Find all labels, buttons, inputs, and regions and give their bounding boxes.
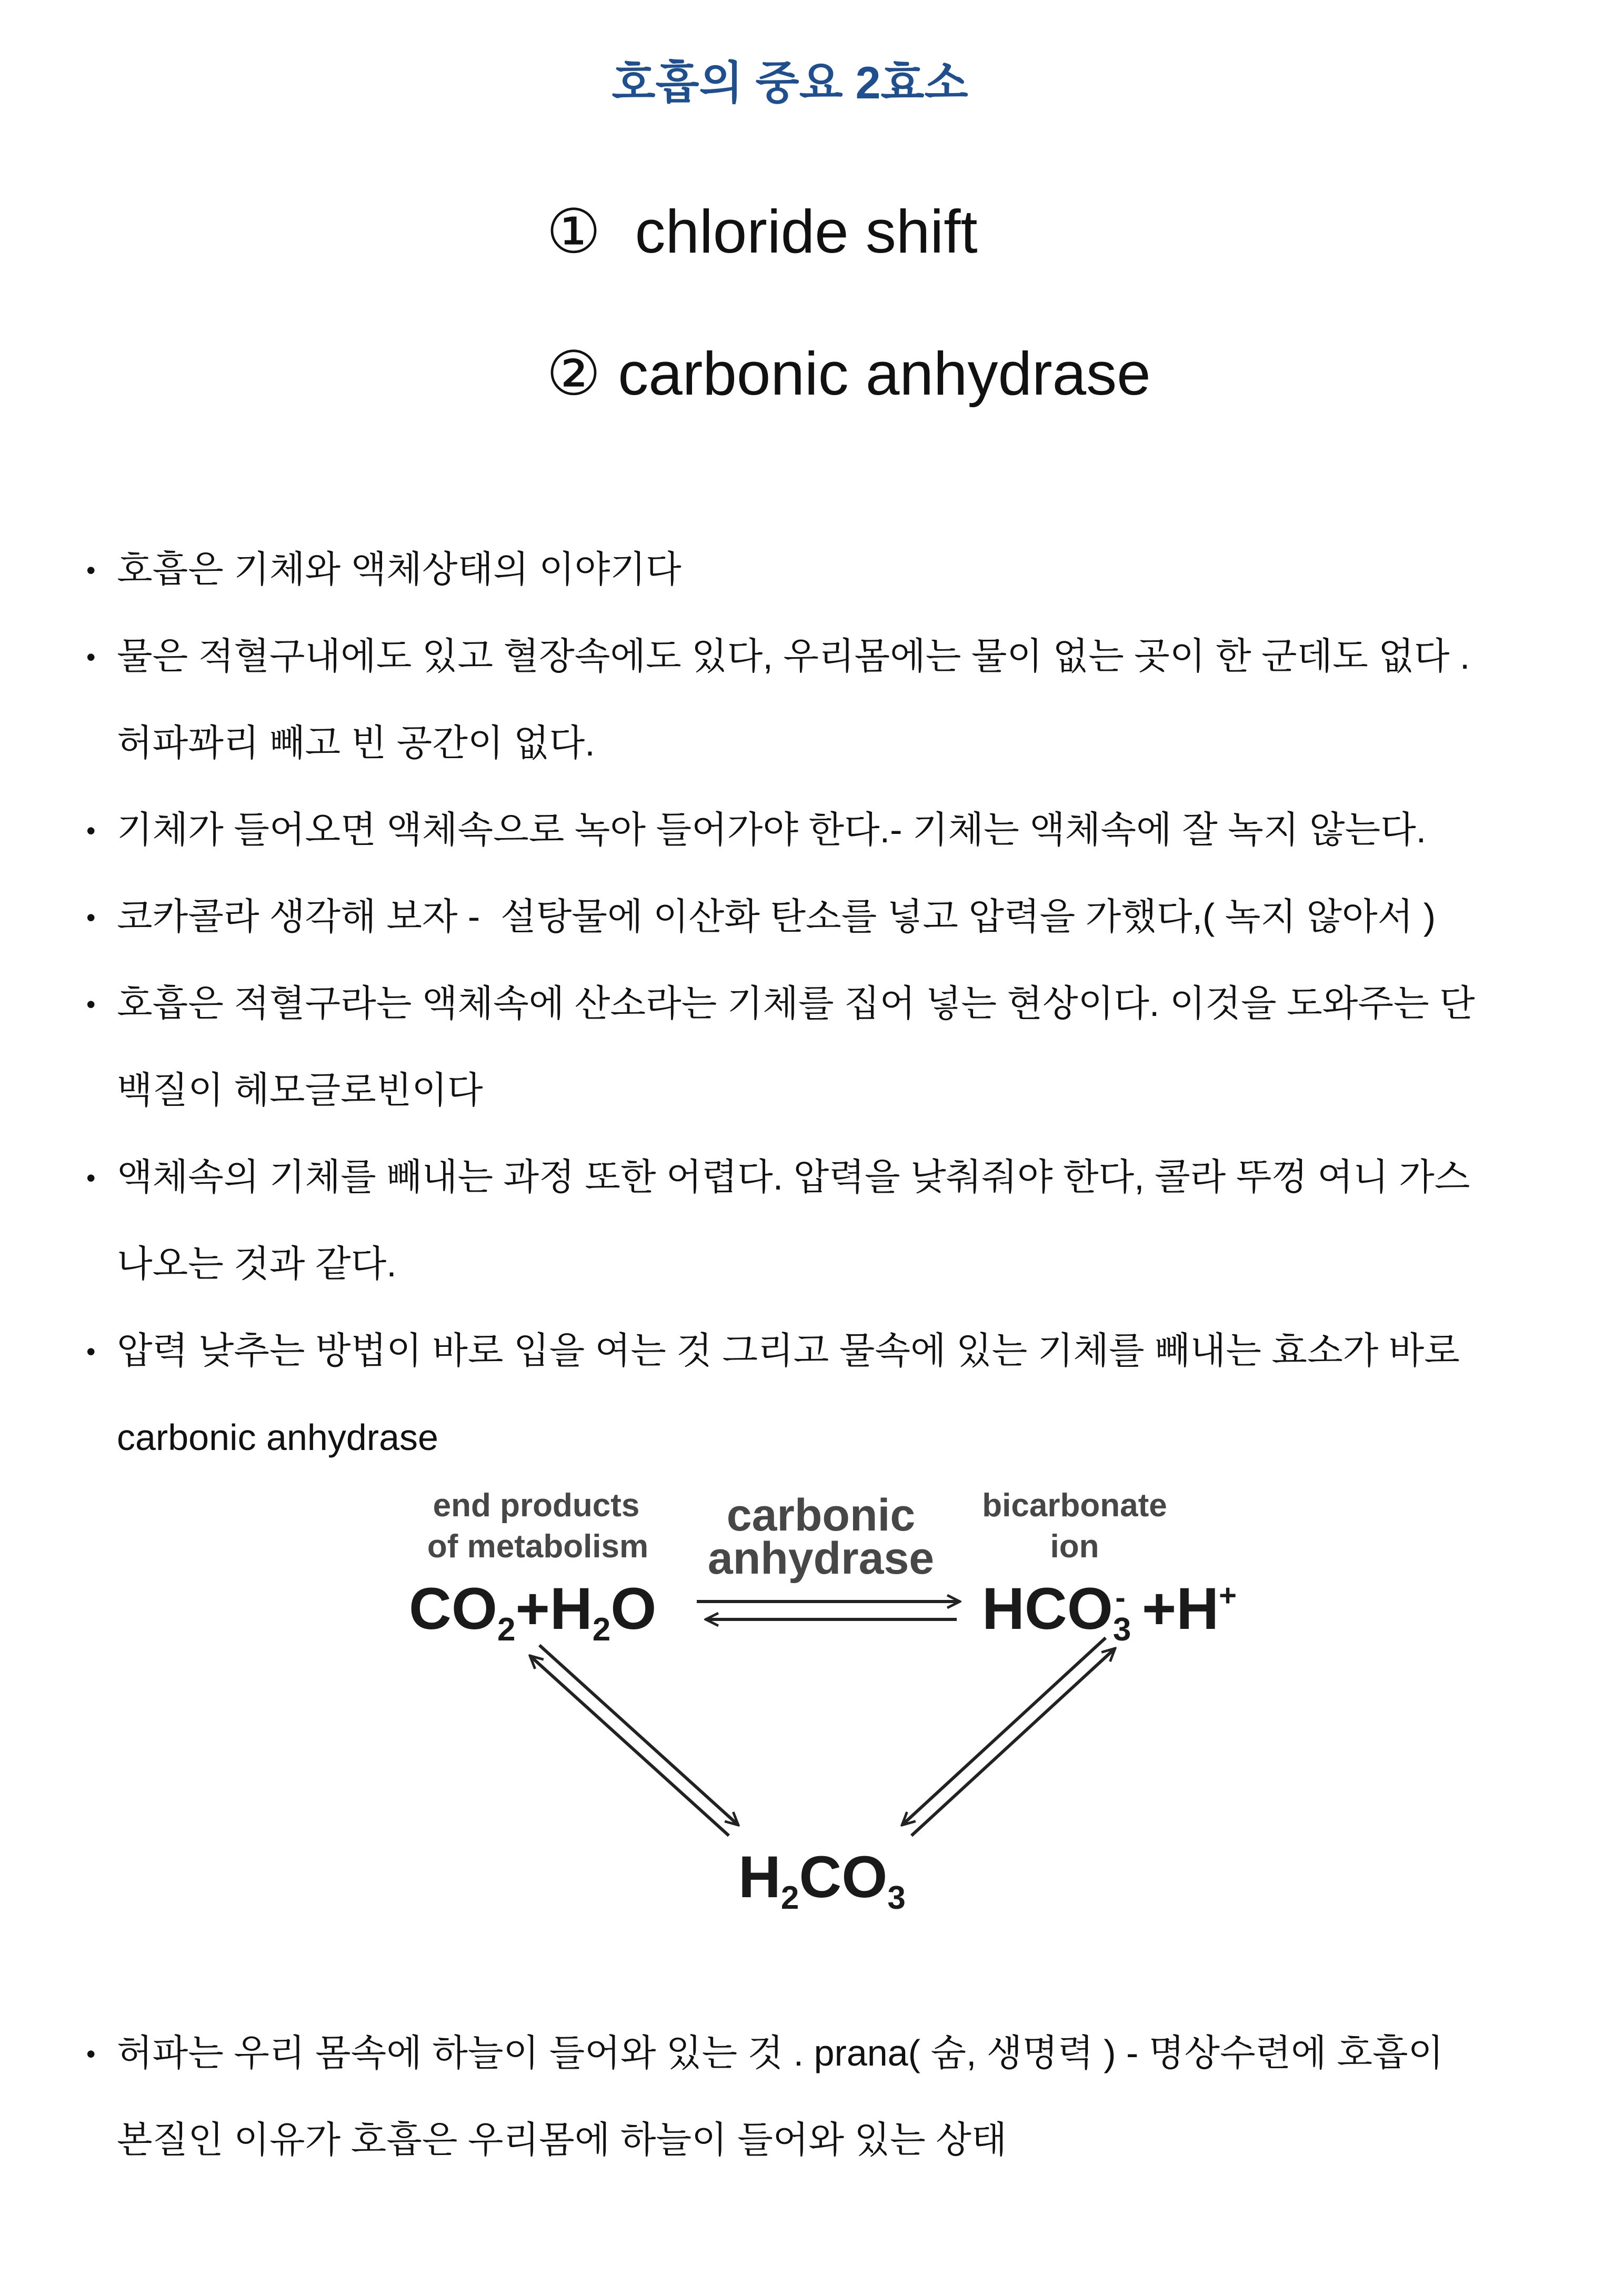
bullet-marker <box>86 1134 96 1221</box>
bullet-line <box>0 613 1600 700</box>
label-ion: ion <box>1050 1528 1099 1565</box>
bullet-item <box>0 873 1624 960</box>
label-bicarbonate: bicarbonate <box>982 1487 1167 1524</box>
label-end-products: end products <box>433 1487 640 1524</box>
formula-co2-h2o: CO2+H2O <box>409 1576 657 1648</box>
bullet-item <box>0 526 1624 613</box>
bullet-text: 허파는 우리 몸속에 하늘이 들어와 있는 것 . prana( 숨, 생명력 ) - 명상수련에 호흡이 <box>117 2032 1444 2073</box>
bullet-line <box>0 873 1600 960</box>
bullet-list-closing <box>0 2010 1624 2183</box>
carbonic-anhydrase-reaction-diagram <box>398 1484 1272 1915</box>
label-anhydrase: anhydrase <box>707 1533 935 1584</box>
bullet-text: 허파꽈리 빼고 빈 공간이 없다. <box>117 722 595 763</box>
bullet-line <box>0 1134 1600 1221</box>
bullet-line <box>0 787 1600 873</box>
bullet-text: 코카콜라 생각해 보자 - 설탕물에 이산화 탄소를 넣고 압력을 가했다,( 녹지 않아서 ) <box>117 896 1436 937</box>
bullet-marker <box>86 2010 96 2097</box>
bullet-marker <box>86 1307 96 1394</box>
arrow-h2co3-to-co2 <box>530 1656 729 1836</box>
bullet-item <box>0 960 1624 1134</box>
bullet-marker <box>86 613 96 700</box>
bullet-text: 액체속의 기체를 빼내는 과정 또한 어렵다. 압력을 낮춰줘야 한다, 콜라 뚜껑 여니 가스 <box>117 1156 1470 1197</box>
label-carbonic: carbonic <box>726 1490 916 1540</box>
bullet-line-continued <box>0 700 1600 787</box>
bullet-text: carbonic anhydrase <box>117 1417 438 1458</box>
bullet-line-continued <box>0 1394 1600 1481</box>
bullet-text: 본질인 이유가 호흡은 우리몸에 하늘이 들어와 있는 상태 <box>117 2119 1007 2160</box>
bullet-text: 물은 적혈구내에도 있고 혈장속에도 있다, 우리몸에는 물이 없는 곳이 한 군데도 없다 . <box>117 636 1470 677</box>
bullet-item <box>0 1134 1624 1307</box>
bullet-line <box>0 526 1600 613</box>
bullet-item <box>0 613 1624 787</box>
bullet-text: 나오는 것과 같다. <box>117 1243 397 1284</box>
page-title: 호흡의 중요 2효소 <box>611 58 968 108</box>
bullet-line-continued <box>0 1047 1600 1134</box>
bullet-text: 백질이 헤모글로빈이다 <box>117 1070 483 1111</box>
formula-h2co3: H2CO3 <box>738 1844 906 1915</box>
enzyme-item-carbonic-anhydrase: ② carbonic anhydrase <box>546 339 1151 408</box>
bullet-marker <box>86 526 96 613</box>
bullet-line-continued <box>0 2097 1600 2183</box>
bullet-list <box>0 526 1624 1481</box>
bullet-text: 기체가 들어오면 액체속으로 녹아 들어가야 한다.- 기체는 액체속에 잘 녹지 않는다. <box>117 809 1427 850</box>
bullet-text: 호흡은 적혈구라는 액체속에 산소라는 기체를 집어 넣는 현상이다. 이것을 도와주는 단 <box>117 983 1475 1024</box>
enzyme-item-chloride-shift: ① chloride shift <box>546 197 978 266</box>
bullet-item <box>0 787 1624 873</box>
bullet-line <box>0 2010 1600 2097</box>
bullet-marker <box>86 873 96 960</box>
bullet-marker <box>86 960 96 1047</box>
label-of-metabolism: of metabolism <box>427 1528 649 1565</box>
bullet-text: 호흡은 기체와 액체상태의 이야기다 <box>117 549 681 590</box>
arrow-h2co3-to-hco3 <box>911 1648 1115 1836</box>
formula-hco3-h: HCO3- +H+ <box>982 1576 1237 1648</box>
bullet-item <box>0 1307 1624 1481</box>
bullet-item <box>0 2010 1624 2183</box>
arrow-co2-to-h2co3 <box>539 1645 738 1825</box>
bullet-text: 압력 낮추는 방법이 바로 입을 여는 것 그리고 물속에 있는 기체를 빼내는 효소가 바로 <box>117 1330 1460 1371</box>
bullet-line <box>0 960 1600 1047</box>
bullet-line-continued <box>0 1221 1600 1307</box>
arrow-hco3-to-h2co3 <box>902 1638 1106 1825</box>
bullet-marker <box>86 787 96 873</box>
bullet-line <box>0 1307 1600 1394</box>
